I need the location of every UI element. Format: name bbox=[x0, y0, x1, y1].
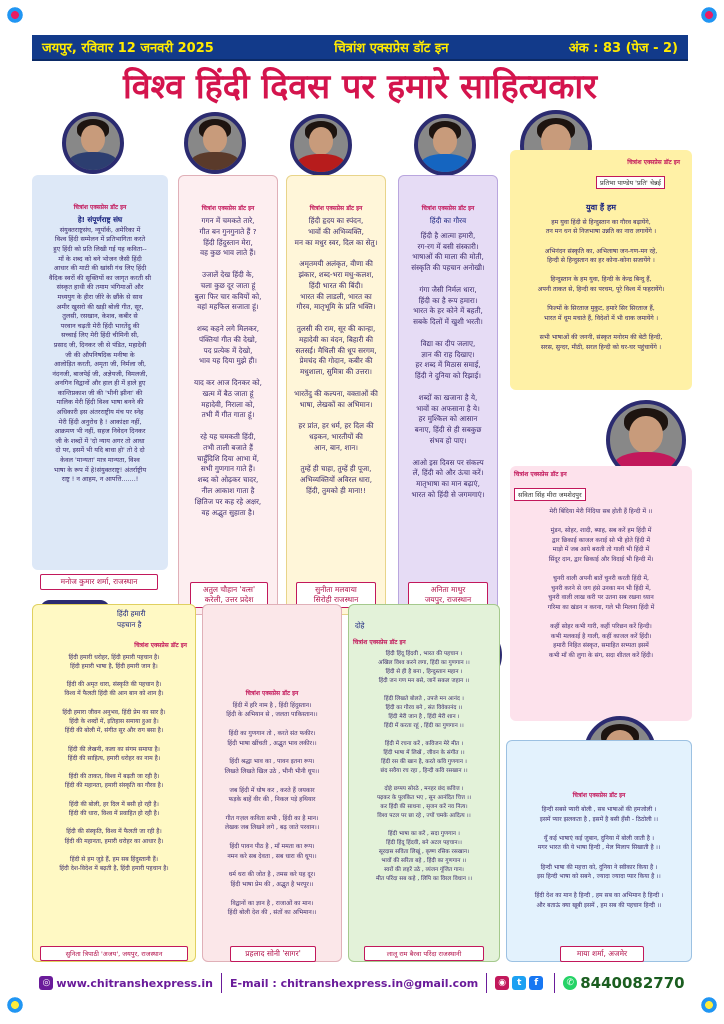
poem-text: हिंदी में हरि नाम है , हिंदी हिंदुस्तान। हिंदी के अभियान से , जलता पाकिस्तान।। हिंदी का गुणगान तो , करते संत फकीर। हिंदी भाषा खींचती , अद्भुत भाव लकीर।। हिंदी श्रद्धा भाव का , पावन इतना रूप। लिखते लिखते खिल उठे , भीनी भीनी धूप।। जब हिंदी में घोष कर , करते हैं जयकार फड़के बाहें वीर की , निकल पड़े हथियार गीत गज़ल कविता सभी , हिंदी का है मान। लेखक जब लिखने लगे , बढ़ जाते परवान।। हिंदी पावन पीठ है , माँ ममता का रूप। नमन करे सब देवता , सब धारा की धूप।। धर्म धरा की जोत है , तमस करे यह दूर। हिंदी भाषा प्रेम की , अद्भुत है भरपूर।। विद्वानों का ज्ञान है , राजाओं का मान। हिंदी बोली देश की , संतों का अभिमान।। bbox=[224, 702, 320, 916]
author-name: मनोज कुमार शर्मा, राजस्थान bbox=[40, 574, 158, 590]
author-name: लालू राम बैरवा परिंदा राजस्थानी bbox=[364, 946, 484, 961]
corner-flower-icon bbox=[700, 6, 718, 24]
brand-tag: चित्रांश एक्सप्रेस डॉट इन bbox=[245, 690, 299, 697]
author-name: माया शर्मा, अजमेर bbox=[560, 946, 644, 962]
website-link[interactable]: www.chitranshexpress.in bbox=[56, 976, 213, 990]
poem-heading: हे! संपूर्णराष्ट्र संघ bbox=[77, 215, 123, 224]
poem-heading: युवा हैं हम bbox=[585, 203, 616, 212]
author-photo bbox=[290, 114, 352, 176]
brand-tag: चित्रांश एक्सप्रेस डॉट इन bbox=[353, 638, 406, 646]
divider bbox=[554, 973, 555, 993]
phone-number[interactable]: 8440082770 bbox=[580, 974, 685, 992]
paper-name: चित्रांश एक्सप्रेस डॉट इन bbox=[334, 41, 449, 56]
poem-text: हम युवा हिंदी से हिन्दुस्तान का गौरव बढ़ायेंगे, तन मन धन से निजभाषा उन्नति का नारा लगायेंगे । अभिनंदन संस्कृति का, अभिलाषा जन-गण-मन रहे, हिन्दी से हिन्दुस्तान का हर कोना-कोना सजायेंगे । हिन्दुस्तान के हम युवा, हिन्दी के केन्द्र बिन्दु हैं, अपनी ताकत से, हिन्दी का परचम, पूरे विश्व में फहरायेंगे। फिल्मों के सिरताज मुकुट, हमारे सिर सिरताज हैं, भारत में धूम मचाते हैं, विदेशों में भी धाक जमायेंगे । सभी भाषाओं की जननी, संस्कृत मनोरम की बेटी हिन्दी, सरस, सुन्दर, मीठी, सरल हिन्दी को घर-घर पहुंचायेंगे । bbox=[537, 218, 665, 351]
masthead-bar bbox=[32, 35, 688, 61]
poem-column-10 bbox=[506, 740, 692, 962]
author-name: प्रहलाद सोनी 'सागर' bbox=[230, 946, 316, 962]
divider bbox=[486, 973, 487, 993]
whatsapp-icon[interactable]: ✆ bbox=[563, 976, 577, 990]
facebook-icon[interactable]: f bbox=[529, 976, 543, 990]
brand-tag: चित्रांश एक्सप्रेस डॉट इन bbox=[421, 205, 475, 212]
poem-text: हिंदी हिंदू हिंदवी , भारत की पहचान । अखिल विश्व करने लगा, हिंदी का गुणगान ।। हिंदी से ही है बना , हिन्दुस्तान महान । हिंदी जन गण मन बसे, जानें सकल जहान ।। हिंदी लिखते बोलते , उपजे मन आनंद । हिंदी का गौरव बने , संत विवेकानंद ।। हिंदी मेरी जान है , हिंदी मेरी शान । हिंदी में करता रहूं , हिंदी का गुणगान ।। हिंदी में रचना करें , कविजन मेरे मीत । हिंदी भाषा में लिखें , जीवन के संगीत ।। हिंदी रस की खान है, करते कवि गुणगान । छंद सवैया रच रहा , हिन्दी कवि रसखान ।। दोहे छप्पय सोरठे , मनहर छंद कवित्त । पढ़कर के पुलकित भए , सुन आनंदित चित्त ।। कर हिंदी की साधना , सृजन करें नव नित्य। विश्व पटल पर छा रहे , ज्यों चमके आदित्य ।। हिंदी भाषा का करें , सदा गुणगान । हिंदी हिंदू हिंदवी, बने अटल पहचान।। सूरदास सविता लिखूं , कृष्ण रसिक रसखान। भावों की सरिता बहे , हिंदी का गुणगान ।। स्वरों की लहरें उठे , व्यंजन गूंजित गान। मीत परिंदा सब कहे , लिपि का विरल विधान ।। bbox=[376, 650, 472, 882]
brand-tag: चित्रांश एक्सप्रेस डॉट इन bbox=[201, 205, 255, 212]
brand-tag: चित्रांश एक्सप्रेस डॉट इन bbox=[627, 159, 680, 166]
poem-text: हिन्दी सबसे प्यारी बोली , सब भाषाओं की हमजोली । इसमें प्यार झलकता है , इसमें है बसी हँसी - ठिठोली ।। यूँ कई भाषाएं कई जुबान, दुनिया में बोली जाती है । मगर भारत की ये भाषा हिन्दी , मेल मिलाप सिखाती है ।। हिन्दी भाषा की महत्ता को, दुनिया ने स्वीकार किया है । इस हिन्दी भाषा को सबने , ज्यादा ज्यादा प्यार किया है ।। हिंदी देश का मान है हिन्दी , हम सब का अभिमान है हिन्दी । और बताऊं क्या खूबी इसमें , हम सब की पहचान हिन्दी ।। bbox=[534, 806, 664, 909]
author-name: प्रतिभा पाण्डेय 'प्रति' चेन्नई bbox=[596, 176, 665, 189]
author-name: अनिता माथुर जयपुर, राजस्थान bbox=[408, 582, 488, 608]
author-name: अतुल चौहान 'वत्स' करेली, उत्तर प्रदेश bbox=[190, 582, 268, 608]
instagram-icon[interactable]: ◉ bbox=[495, 976, 509, 990]
poem-text: गगन में चमकते तारे, गीत बन गुनगुनाते हैं ? हिंदी हिंदुस्तान मेरा, वह कुछ भाव लाते हैं। उजालें देख हिंदी के, चला कुछ दूर जाता हूं बुला फिर चार कवियों को, वहां महफिल सजाता हूं। शब्द कहने लगे मिलकर, पंक्तियां गीत की देखो, पद प्रत्येक में देखो, भाव यह दिया मुझे ही। याद कर आज दिनकर को, खत्म में बैठ जाता हूं महादेवी, निराला को, तभी मैं गीत गाता हूं। रहे यह चमकती हिंदी, तभी ताली बजाते हैं चाहुँदिशि दिया आभा में, सभी गुणगान गाते हैं। शब्द को ओढ़कर चादर, नील आकाश गाता है क्षितिज पर कह रहे अक्षर, वह अद्भुत सुहाता है। bbox=[194, 216, 262, 517]
email-link[interactable]: E-mail : chitranshexpress.in@gmail.com bbox=[230, 976, 479, 990]
poem-text: मेरी बिंदिया मेरी निंदिया सब होती हैं हिन्दी में ।। मुंडन, सोहर, शादी, ब्याह, सब करें हम हिंदी में द्वार छिकाई काजल कराई सो भी होते हिंदी में माड़ो में जब आये बराती तो गाली भी हिंदी में सिंदूर दान, द्वार छिकाई और विदाई भी हिन्दी में। चुनरी वाली अपनी बातें चुनरी करती हिंदी में, चुनरी करने से जग हंसे उनका मन भी हिंदी में, चुनरी वाली लाख करी पर उतना सब रखना ध्यान गरिमा का खंडन न करना, गले भी मिलना हिंदी में कहीं सोहर कभी गारी, कहीं परिछन करें हिन्दी। कभी मलकाई है गाली, कहीं काजल करें हिंदी। हमारी निहित संस्कृत, समाहित सभ्यता इसमें कभी माँ की लुगा के संग, सदा शीतल करें हिंदी। bbox=[547, 508, 655, 659]
page-title: विश्व हिंदी दिवस पर हमारे साहित्यकार bbox=[122, 67, 598, 107]
poem-text: संयुक्तराष्ट्रसंघ, न्यूयॉर्क, अमेरिका में विश्व हिंदी सम्मेलन में प्रतिभागिता करते हुए हिंदी को प्रति लिखी गई यह कविता-- माँ के शब्द को बने भोजन जैसी हिंदी आधार की माटी की खांसी गंध लिए हिंदी वैदिक स्वरों की सूक्तियों का जागृत करती सी संस्कृत हाथी की तमाम भंगिमाओं और मध्ययुग के हीरा जीरे के छौंके से साथ अमीर खुसरो की खड़ी बोली गीत, सूर, तुलसी, रसखान, केशव, कबीर से परवान चढ़ती मेरी हिंदी भारतेंदु की सच्चाई लिए मेरी हिंदी चीमिनी सी, प्रसाद जी, दिनकर जी से पंडित, महादेवी जी की औपनिषदिक मनीषा के आलोड़ित करती, अमृता जी, निर्मला जी, नंदनजी, बाजपेई जी, अज्ञेयजी, विमलजी, अनगिन विद्वानों और हाल ही में हाले हुए कान्तिप्रकाश जी की 'भीनी झीना' की मालिक मेरी हिंदी विश्व भाषा बनने की अधिकारी इस अंतरराष्ट्रीय मंच पर स्नेह मेरी हिंदी अनुरोध है ! आकांक्षा नहीं, आक्रमण भी नहीं, सहज निवेदन दिनकर जी के शब्दों में 'दो न्याय अगर तो आधा दो पर, इसमें भी यदि बाधा हो' तो दे दो केवल 'मान्यता' मात्र मान्यता, विश्व भाषा के रूप में हे!संयुक्तराष्ट्र! अंतर्राष्ट्रीय राष्ट्र ! न आहम, न आपत्ति.......! bbox=[49, 225, 151, 484]
poem-column-9 bbox=[348, 604, 500, 962]
poem-column-7 bbox=[32, 604, 196, 962]
poem-heading: दोहे bbox=[355, 621, 365, 630]
brand-tag: चित्रांश एक्सप्रेस डॉट इन bbox=[309, 205, 363, 212]
author-name: सविता सिंह मीरा जमशेदपुर bbox=[514, 488, 586, 501]
corner-flower-icon bbox=[6, 996, 24, 1014]
poem-column-3 bbox=[286, 175, 386, 615]
poem-heading: हिंदी का गौरव bbox=[429, 216, 467, 225]
edition-date: जयपुर, रविवार 12 जनवरी 2025 bbox=[42, 41, 214, 56]
poem-column-2 bbox=[178, 175, 278, 615]
poem-column-5 bbox=[510, 150, 692, 390]
poem-column-6 bbox=[510, 466, 692, 721]
poem-text: हिंदी हमारी धरोहर, हिंदी हमारी पहचान है। हिंदी हमारी भाषा है, हिंदी हमारी जान है। हिंदी की अमृत धारा, संस्कृति की पहचान है। विश्व में फैलती हिंदी की आन बान को शान है। हिंदी हमारा जीवन अनुभव, हिंदी प्रेम का सार है। हिंदी के शब्दों में, इतिहास समाया हुआ है। हिंदी की बोली में, संगीत सुर और राग बसा है। हिंदी की लेखनी, कला का संगम समाया है। हिंदी की साहित्य, हमारी धरोहर का नाम है। हिंदी की ताकत, विश्व में बढ़ती जा रही है। हिंदी की महानता, हमारी संस्कृति का गौरव है। हिंदी की बोली, हर दिल में बसी हो रही है। हिंदी की धारा, विश्व में प्रवाहित हो रही है। हिंदी की संस्कृति, विश्व में फैलती जा रही है। हिंदी की महानता, हमारी धरोहर का आधार है। हिंदी से हम जुड़े हैं, हम सब हिंदुस्तानी हैं। हिंदी देश-विदेश में बढ़ती है, हिंदी हमारी पहचान है। bbox=[59, 653, 169, 873]
author-name: सुनीता मलवाया सिरोही राजस्थान bbox=[296, 582, 376, 608]
divider bbox=[221, 973, 222, 993]
author-photo bbox=[184, 112, 246, 174]
corner-flower-icon bbox=[6, 6, 24, 24]
poem-text: हिंदी है आत्मा हमारी, रग-रग में बसी संस्कारी। भाषाओं की माला की मोती, संस्कृति की पहचान अनोखी। गंगा जैसी निर्मल धारा, हिंदी का है रूप हमारा। भारत के हर कोने में बहती, सबके दिलों में खुशी भरती। विद्या का दीप जलाए, ज्ञान की राह दिखाए। हर शब्द में मिठास समाई, हिंदी ने दुनिया को रिझाई। शब्दों का खजाना है ये, भावों का अफसाना है ये। हर मुश्किल को आसान बनाए, हिंदी से ही सबकुछ संभव हो पाए। आओ इस दिवस पर संकल्प लें, हिंदी को और ऊंचा करें। मातृभाषा का मान बढ़ाएं, भारत को हिंदी से जगमगाएं। bbox=[411, 230, 485, 499]
brand-tag: चित्रांश एक्सप्रेस डॉट इन bbox=[572, 792, 626, 799]
poem-column-4 bbox=[398, 175, 498, 615]
brand-tag: चित्रांश एक्सप्रेस डॉट इन bbox=[73, 204, 127, 211]
poem-column-8 bbox=[202, 604, 342, 962]
poem-heading: हिंदी हमारी पहचान है bbox=[117, 609, 146, 629]
twitter-icon[interactable]: t bbox=[512, 976, 526, 990]
brand-tag: चित्रांश एक्सप्रेस डॉट इन bbox=[134, 641, 187, 649]
author-photo bbox=[62, 112, 124, 174]
corner-flower-icon bbox=[700, 996, 718, 1014]
poem-column-1 bbox=[32, 175, 168, 570]
author-photo bbox=[414, 114, 476, 176]
author-name: सुनिता त्रिपाठी 'अजय', जयपुर, राजस्थान bbox=[40, 946, 188, 961]
globe-icon: ◎ bbox=[39, 976, 53, 990]
brand-tag: चित्रांश एक्सप्रेस डॉट इन bbox=[514, 471, 567, 478]
poem-text: हिंदी हृदय का स्पंदन, भावों की अभिव्यक्ति, मन का मधुर स्वर, दिल का सेतु। अमृतमयी अलंकृत, वीणा की झंकार, शब्द-भरा मधु-कलश, हिंदी भारत की बिंदी। भारत की लाडली, भारत का गौरव, मातृभूमि के प्रति भक्ति। तुलसी की राम, सूर की कान्हा, महादेवी का वंदन, बिहारी की सतसई। मैथिली की धूप सरगम, प्रेमचंद की गोदान, कबीर की मधुशाला, सुमित्रा की उत्तरा। भारतेंदु की कल्पना, वक्ताओं की भाषा, लेखकों का अभिमान। हर प्रांत, हर धर्म, हर दिल की धड़कन, भारतीयों की आन, बान, शान। तुम्हें ही चाहा, तुम्हें ही पूजा, अभिव्यक्तियों अविरल धारा, हिंदी, तुमको ही माना!! bbox=[294, 216, 378, 495]
footer-bar bbox=[0, 963, 724, 1003]
issue-number: अंक : 83 (पेज - 2) bbox=[568, 41, 678, 56]
